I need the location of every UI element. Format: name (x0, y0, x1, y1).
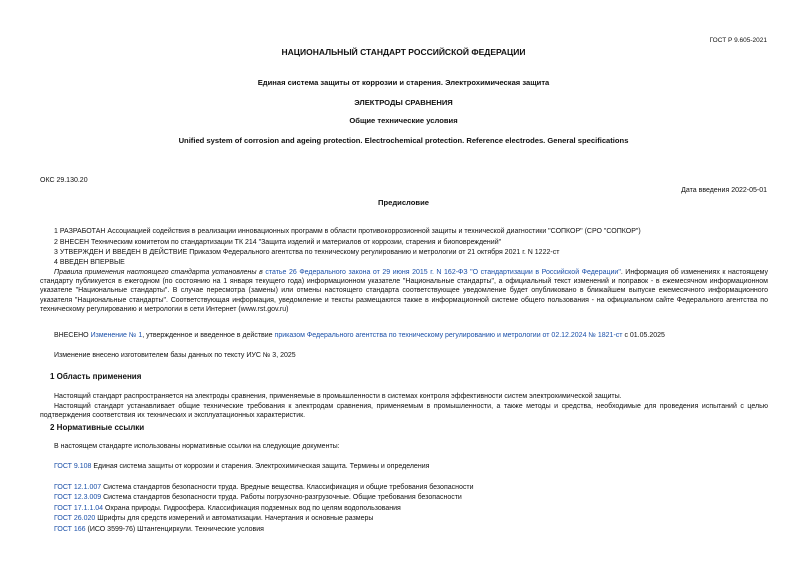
rules-italic-text: Правила применения настоящего стандарта установлены в (54, 269, 263, 276)
change-middle: , утвержденное и введенное в действие (142, 332, 273, 339)
english-title: Unified system of corrosion and ageing protection. Electrochemical protection. Reference electrodes. General specifications (178, 136, 629, 145)
reference-link[interactable]: ГОСТ 17.1.1.04 (54, 505, 104, 512)
preface-item-2: 2 ВНЕСЕН Техническим комитетом по стандартизации ТК 214 "Защита изделий и материалов от коррозии, старения и биоповреждений" (54, 239, 502, 246)
reference-text: Охрана природы. Гидросфера. Классификация подземных вод по целям водопользования (105, 505, 401, 512)
reference-item (54, 484, 474, 491)
change-1-link[interactable]: Изменение № 1 (90, 332, 143, 339)
preface-item-4: 4 ВВЕДЕН ВПЕРВЫЕ (54, 259, 125, 266)
preface-item-3: 3 УТВЕРЖДЕН И ВВЕДЕН В ДЕЙСТВИЕ Приказом Федерального агентства по техническому регулированию и метрологии от 21 октября 2021 г. N 1222-ст (54, 249, 560, 256)
reference-item (54, 463, 429, 470)
change-prefix: ВНЕСЕНО (54, 332, 89, 339)
preface-heading: Предисловие (378, 198, 429, 207)
reference-item (54, 505, 401, 512)
reference-link[interactable]: ГОСТ 26.020 (54, 515, 96, 522)
subject-subtitle: Общие технические условия (349, 116, 458, 125)
reference-item (54, 494, 462, 501)
section-1-paragraph-1: Настоящий стандарт распространяется на электроды сравнения, применяемые в промышленности в системах контроля эффективности систем электрохимической защиты. (54, 393, 622, 400)
reference-link[interactable]: ГОСТ 9.108 (54, 463, 92, 470)
reference-item (54, 526, 264, 533)
standard-title: НАЦИОНАЛЬНЫЙ СТАНДАРТ РОССИЙСКОЙ ФЕДЕРАЦИИ (281, 47, 526, 57)
section-2-intro: В настоящем стандарте использованы нормативные ссылки на следующие документы: (54, 443, 340, 450)
preface-rules-paragraph (40, 268, 768, 314)
reference-text: (ИСО 3599-76) Штангенциркули. Технические условия (87, 526, 264, 533)
subject-title: ЭЛЕКТРОДЫ СРАВНЕНИЯ (354, 98, 453, 107)
section-1-heading: 1 Область применения (50, 372, 142, 381)
document-number: ГОСТ Р 9.605-2021 (709, 37, 767, 44)
manufacturer-note: Изменение внесено изготовителем базы данных по тексту ИУС № 3, 2025 (54, 352, 296, 359)
change-note (54, 332, 665, 339)
reference-text: Система стандартов безопасности труда. Работы погрузочно-разгрузочные. Общие требования безопасности (103, 494, 462, 501)
rules-rest-text: . Информация об изменениях к настоящему стандарту публикуется в ежегодном (по состоянию на 1 января текущего года) информационном указателе "Национальные стандарты", а официальный текст изменений и поправок - в ежемесячном информационном указателе "Национальные стандарты". В случае пересмотра (замены) или отмены настоящего стандарта соответствующее уведомление будет опубликовано в ближайшем выпуске ежемесячного информационного указателя "Национальные стандарты". Соответствующая информация, уведомление и тексты размещаются также в информационной системе общего пользования - на официальном сайте Федерального агентства по техническому регулированию и метрологии в сети Интернет (www.rst.gov.ru) (40, 269, 769, 313)
preface-item-1: 1 РАЗРАБОТАН Ассоциацией содействия в реализации инновационных программ в области противокоррозионной защиты и технической диагностики "СОПКОР" (СРО "СОПКОР") (54, 228, 641, 235)
reference-link[interactable]: ГОСТ 12.1.007 (54, 484, 102, 491)
order-link[interactable]: приказом Федерального агентства по техническому регулированию и метрологии от 02.12.2024 № 1821-ст (274, 332, 623, 339)
reference-text: Система стандартов безопасности труда. Вредные вещества. Классификация и общие требования безопасности (103, 484, 474, 491)
section-2-heading: 2 Нормативные ссылки (50, 423, 145, 432)
introduction-date: Дата введения 2022-05-01 (681, 187, 767, 194)
reference-item (54, 515, 373, 522)
reference-link[interactable]: ГОСТ 12.3.009 (54, 494, 102, 501)
section-1-paragraph-2: Настоящий стандарт устанавливает общие технические требования к электродам сравнения, применяемым в промышленности, а также методы и средства, необходимые для проведения испытаний с целью подтверждения соответствия их технических и эксплуатационных характеристик. (40, 403, 768, 420)
oks-code: ОКС 29.130.20 (40, 177, 88, 184)
reference-text: Единая система защиты от коррозии и старения. Электрохимическая защита. Термины и определения (93, 463, 430, 470)
system-title: Единая система защиты от коррозии и старения. Электрохимическая защита (257, 78, 550, 87)
federal-law-link[interactable]: статье 26 Федерального закона от 29 июня 2015 г. N 162-ФЗ "О стандартизации в Российской Федерации" (265, 269, 621, 276)
reference-link[interactable]: ГОСТ 166 (54, 526, 86, 533)
change-suffix: с 01.05.2025 (624, 332, 665, 339)
reference-text: Шрифты для средств измерений и автоматизации. Начертания и основные размеры (97, 515, 374, 522)
